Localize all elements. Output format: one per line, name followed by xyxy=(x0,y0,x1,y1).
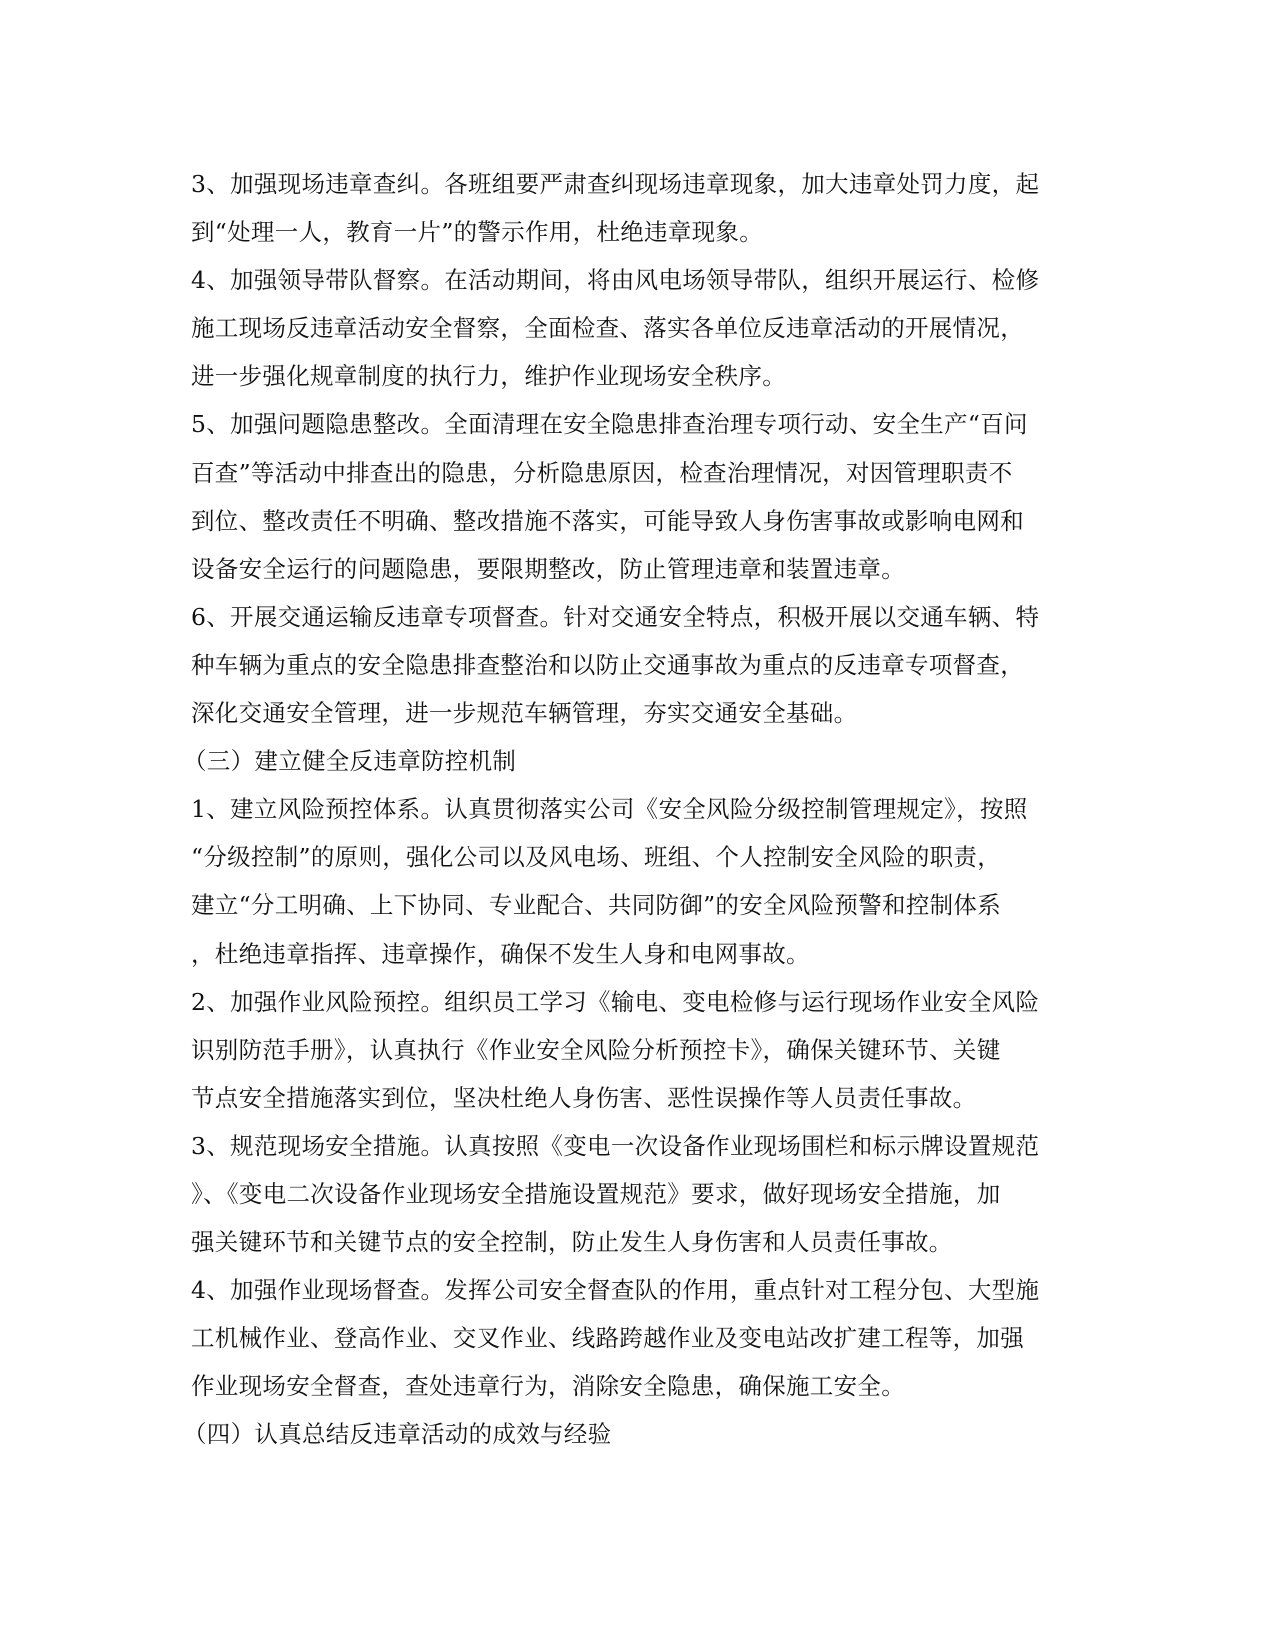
text-line: 1、建立风险预控体系。认真贯彻落实公司《安全风险分级控制管理规定》，按照 xyxy=(191,795,1028,824)
text-line: “分级控制”的原则，强化公司以及风电场、班组、个人控制安全风险的职责， xyxy=(191,843,1002,872)
text-line: ，杜绝违章指挥、违章操作，确保不发生人身和电网事故。 xyxy=(191,939,810,968)
text-line: 进一步强化规章制度的执行力，维护作业现场安全秩序。 xyxy=(191,362,786,391)
document-body xyxy=(183,160,1091,1459)
text-line: 施工现场反违章活动安全督察，全面检查、落实各单位反违章活动的开展情况， xyxy=(191,314,1024,343)
text-line: 深化交通安全管理，进一步规范车辆管理，夯实交通安全基础。 xyxy=(191,699,858,728)
text-line: 5、加强问题隐患整改。全面清理在安全隐患排查治理专项行动、安全生产“百问 xyxy=(191,410,1028,439)
text-line: 到“处理一人，教育一片”的警示作用，杜绝违章现象。 xyxy=(191,218,764,247)
text-line: 4、加强领导带队督察。在活动期间，将由风电场领导带队，组织开展运行、检修 xyxy=(191,266,1040,295)
text-line: 6、开展交通运输反违章专项督查。针对交通安全特点，积极开展以交通车辆、特 xyxy=(191,602,1040,631)
text-line: 百查”等活动中排查出的隐患，分析隐患原因，检查治理情况，对因管理职责不 xyxy=(191,458,1013,487)
text-line: 强关键环节和关键节点的安全控制，防止发生人身伤害和人员责任事故。 xyxy=(191,1228,953,1257)
text-line: 节点安全措施落实到位，坚决杜绝人身伤害、恶性误操作等人员责任事故。 xyxy=(191,1083,977,1112)
text-line: 2、加强作业风险预控。组织员工学习《输电、变电检修与运行现场作业安全风险 xyxy=(191,987,1040,1016)
text-line: 种车辆为重点的安全隐患排查整治和以防止交通事故为重点的反违章专项督查， xyxy=(191,650,1024,679)
section-heading: （三）建立健全反违章防控机制 xyxy=(183,747,517,776)
text-line: 工机械作业、登高作业、交叉作业、线路跨越作业及变电站改扩建工程等，加强 xyxy=(191,1324,1024,1353)
text-line: 设备安全运行的问题隐患，要限期整改，防止管理违章和装置违章。 xyxy=(191,554,905,583)
text-line: 3、规范现场安全措施。认真按照《变电一次设备作业现场围栏和标示牌设置规范 xyxy=(191,1131,1040,1160)
text-line: 》、《变电二次设备作业现场安全措施设置规范》要求，做好现场安全措施，加 xyxy=(191,1179,1001,1208)
text-line: 作业现场安全督查，查处违章行为，消除安全隐患，确保施工安全。 xyxy=(191,1372,905,1401)
text-line: 到位、整改责任不明确、整改措施不落实，可能导致人身伤害事故或影响电网和 xyxy=(191,506,1024,535)
text-line: 3、加强现场违章查纠。各班组要严肃查纠现场违章现象，加大违章处罚力度，起 xyxy=(191,170,1040,198)
text-line: 建立“分工明确、上下协同、专业配合、共同防御”的安全风险预警和控制体系 xyxy=(191,891,1002,920)
section-heading: （四）认真总结反违章活动的成效与经验 xyxy=(183,1420,612,1449)
text-line: 识别防范手册》，认真执行《作业安全风险分析预控卡》，确保关键环节、关键 xyxy=(191,1035,1001,1064)
text-line: 4、加强作业现场督查。发挥公司安全督查队的作用，重点针对工程分包、大型施 xyxy=(191,1276,1040,1305)
